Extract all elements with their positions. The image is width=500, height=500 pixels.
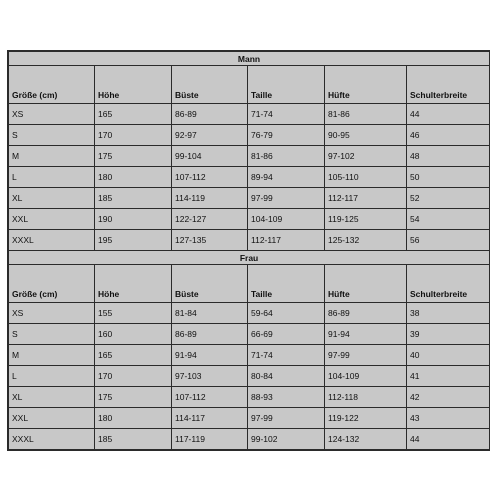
- table-row: [9, 345, 490, 366]
- table-row: [9, 408, 490, 429]
- cell-shoulder-width: 43: [407, 408, 490, 429]
- cell-waist: 104-109: [248, 209, 325, 230]
- cell-waist: 71-74: [248, 104, 325, 125]
- cell-size: L: [9, 167, 95, 188]
- table-row: [9, 209, 490, 230]
- cell-bust: 127-135: [172, 230, 248, 251]
- table-row: [9, 167, 490, 188]
- cell-waist: 81-86: [248, 146, 325, 167]
- cell-waist: 59-64: [248, 303, 325, 324]
- cell-size: M: [9, 146, 95, 167]
- cell-size: S: [9, 324, 95, 345]
- column-header-bust: Büste: [172, 265, 248, 303]
- cell-waist: 97-99: [248, 408, 325, 429]
- cell-bust: 114-119: [172, 188, 248, 209]
- cell-shoulder-width: 52: [407, 188, 490, 209]
- cell-bust: 107-112: [172, 167, 248, 188]
- table-row: [9, 303, 490, 324]
- cell-bust: 122-127: [172, 209, 248, 230]
- table-row: [9, 146, 490, 167]
- size-chart: [7, 50, 490, 451]
- table-row: [9, 125, 490, 146]
- cell-height: 190: [95, 209, 172, 230]
- cell-shoulder-width: 40: [407, 345, 490, 366]
- cell-hip: 112-118: [325, 387, 407, 408]
- cell-size: XXXL: [9, 429, 95, 450]
- cell-bust: 91-94: [172, 345, 248, 366]
- cell-height: 165: [95, 104, 172, 125]
- cell-size: XL: [9, 188, 95, 209]
- cell-hip: 124-132: [325, 429, 407, 450]
- section-title-row-men: [9, 52, 490, 66]
- cell-hip: 97-102: [325, 146, 407, 167]
- table-row: [9, 230, 490, 251]
- column-header-height: Höhe: [95, 265, 172, 303]
- cell-shoulder-width: 48: [407, 146, 490, 167]
- cell-height: 170: [95, 366, 172, 387]
- size-table-body: [9, 52, 490, 450]
- column-header-size: Größe (cm): [9, 265, 95, 303]
- cell-hip: 119-125: [325, 209, 407, 230]
- cell-height: 195: [95, 230, 172, 251]
- cell-shoulder-width: 41: [407, 366, 490, 387]
- cell-hip: 105-110: [325, 167, 407, 188]
- cell-height: 160: [95, 324, 172, 345]
- cell-bust: 86-89: [172, 324, 248, 345]
- cell-height: 175: [95, 146, 172, 167]
- section-title-men: Mann: [9, 52, 490, 66]
- cell-hip: 90-95: [325, 125, 407, 146]
- cell-height: 175: [95, 387, 172, 408]
- cell-height: 185: [95, 429, 172, 450]
- cell-shoulder-width: 56: [407, 230, 490, 251]
- cell-shoulder-width: 39: [407, 324, 490, 345]
- column-header-row-men: [9, 66, 490, 104]
- cell-bust: 99-104: [172, 146, 248, 167]
- cell-bust: 114-117: [172, 408, 248, 429]
- cell-hip: 112-117: [325, 188, 407, 209]
- cell-bust: 107-112: [172, 387, 248, 408]
- cell-bust: 92-97: [172, 125, 248, 146]
- cell-waist: 71-74: [248, 345, 325, 366]
- cell-height: 165: [95, 345, 172, 366]
- cell-bust: 117-119: [172, 429, 248, 450]
- cell-size: XXL: [9, 209, 95, 230]
- cell-hip: 104-109: [325, 366, 407, 387]
- cell-size: XS: [9, 303, 95, 324]
- cell-shoulder-width: 44: [407, 429, 490, 450]
- table-row: [9, 324, 490, 345]
- cell-waist: 112-117: [248, 230, 325, 251]
- table-row: [9, 366, 490, 387]
- cell-bust: 81-84: [172, 303, 248, 324]
- size-table: [8, 51, 490, 450]
- cell-hip: 86-89: [325, 303, 407, 324]
- cell-hip: 81-86: [325, 104, 407, 125]
- table-row: [9, 188, 490, 209]
- cell-size: XS: [9, 104, 95, 125]
- cell-shoulder-width: 44: [407, 104, 490, 125]
- cell-shoulder-width: 42: [407, 387, 490, 408]
- table-row: [9, 387, 490, 408]
- cell-hip: 91-94: [325, 324, 407, 345]
- column-header-size: Größe (cm): [9, 66, 95, 104]
- cell-waist: 97-99: [248, 188, 325, 209]
- column-header-shoulder-width: Schulterbreite: [407, 265, 490, 303]
- section-title-row-women: [9, 251, 490, 265]
- cell-waist: 89-94: [248, 167, 325, 188]
- table-row: [9, 429, 490, 450]
- cell-bust: 97-103: [172, 366, 248, 387]
- cell-size: M: [9, 345, 95, 366]
- cell-size: L: [9, 366, 95, 387]
- cell-waist: 99-102: [248, 429, 325, 450]
- cell-waist: 76-79: [248, 125, 325, 146]
- cell-shoulder-width: 38: [407, 303, 490, 324]
- cell-waist: 66-69: [248, 324, 325, 345]
- column-header-waist: Taille: [248, 66, 325, 104]
- cell-hip: 125-132: [325, 230, 407, 251]
- cell-shoulder-width: 46: [407, 125, 490, 146]
- cell-shoulder-width: 54: [407, 209, 490, 230]
- cell-size: S: [9, 125, 95, 146]
- cell-height: 180: [95, 408, 172, 429]
- cell-hip: 119-122: [325, 408, 407, 429]
- column-header-hip: Hüfte: [325, 66, 407, 104]
- cell-size: XXXL: [9, 230, 95, 251]
- cell-height: 155: [95, 303, 172, 324]
- cell-hip: 97-99: [325, 345, 407, 366]
- column-header-hip: Hüfte: [325, 265, 407, 303]
- cell-shoulder-width: 50: [407, 167, 490, 188]
- column-header-height: Höhe: [95, 66, 172, 104]
- section-title-women: Frau: [9, 251, 490, 265]
- cell-bust: 86-89: [172, 104, 248, 125]
- column-header-row-women: [9, 265, 490, 303]
- table-row: [9, 104, 490, 125]
- cell-height: 170: [95, 125, 172, 146]
- cell-size: XXL: [9, 408, 95, 429]
- column-header-shoulder-width: Schulterbreite: [407, 66, 490, 104]
- cell-height: 180: [95, 167, 172, 188]
- cell-waist: 80-84: [248, 366, 325, 387]
- column-header-waist: Taille: [248, 265, 325, 303]
- cell-size: XL: [9, 387, 95, 408]
- cell-waist: 88-93: [248, 387, 325, 408]
- cell-height: 185: [95, 188, 172, 209]
- column-header-bust: Büste: [172, 66, 248, 104]
